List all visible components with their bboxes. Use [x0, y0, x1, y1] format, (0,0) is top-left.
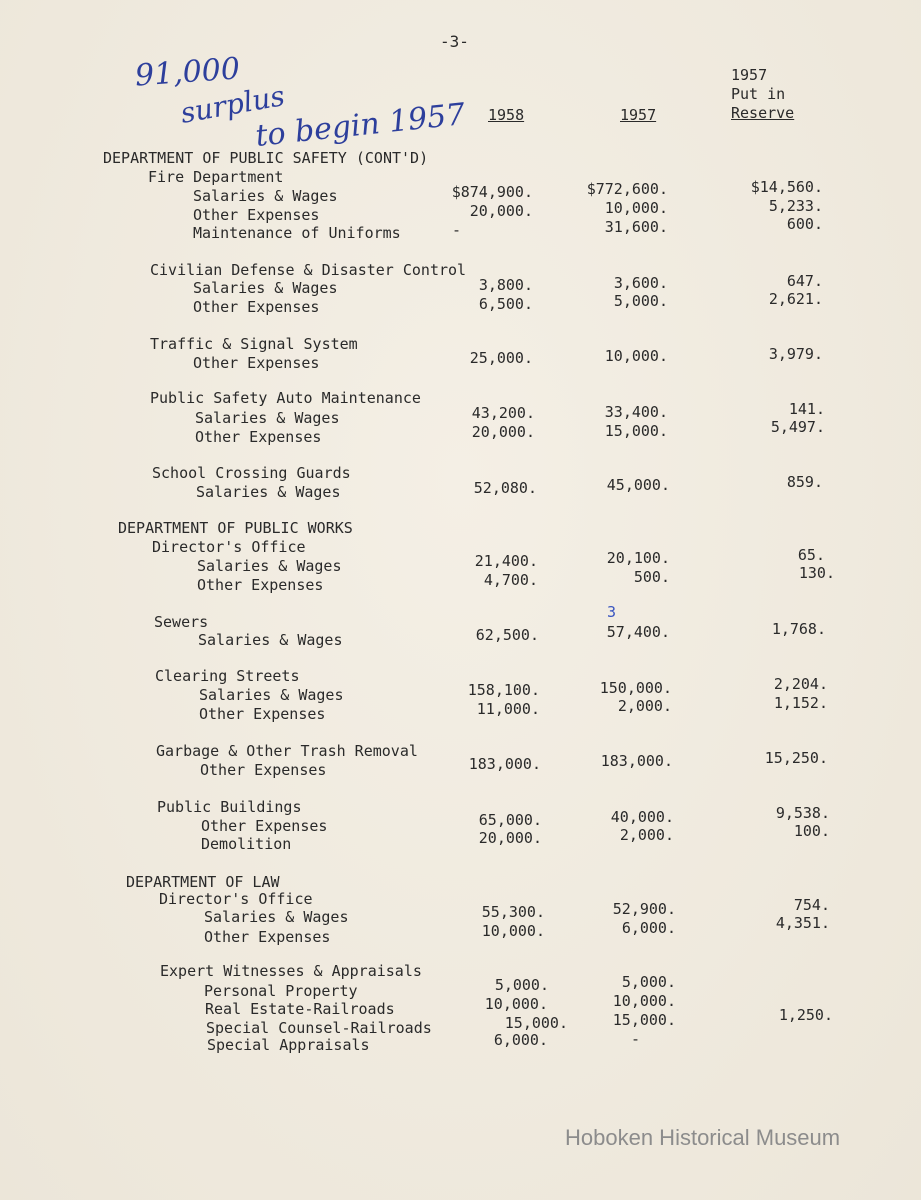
- value-reserve: 3,979.: [768, 345, 823, 363]
- column-header-1958: [488, 106, 524, 125]
- value-1958: 62,500.: [475, 626, 539, 644]
- line-label: Salaries & Wages: [193, 279, 338, 297]
- line-label: Salaries & Wages: [193, 187, 338, 205]
- value-1957: 20,100.: [606, 549, 670, 567]
- column-header-1957-text: 1957: [620, 106, 657, 124]
- value-1958: 158,100.: [467, 681, 540, 699]
- value-1958: $874,900.: [451, 183, 533, 201]
- value-reserve: 1,250.: [778, 1006, 833, 1024]
- value-1958: 11,000.: [476, 700, 540, 718]
- value-reserve: 647.: [786, 272, 823, 290]
- law-directors-office-heading: Director's Office: [159, 890, 313, 908]
- dept-law-heading: DEPARTMENT OF LAW: [126, 873, 280, 891]
- museum-watermark: Hoboken Historical Museum: [565, 1125, 841, 1150]
- value-1958: 25,000.: [469, 349, 533, 367]
- expert-witnesses-heading: Expert Witnesses & Appraisals: [160, 962, 422, 980]
- crossing-guards-heading: School Crossing Guards: [152, 464, 351, 482]
- garbage-heading: Garbage & Other Trash Removal: [156, 742, 418, 760]
- value-1957: 57,400.: [606, 623, 670, 641]
- reserve-header-line1: 1957: [731, 66, 768, 84]
- line-label: Salaries & Wages: [204, 908, 349, 926]
- line-label: Other Expenses: [204, 928, 331, 946]
- value-1957: 500.: [633, 568, 670, 586]
- line-label: Salaries & Wages: [196, 483, 341, 501]
- value-1957: 2,000.: [617, 697, 672, 715]
- value-1958: -: [452, 221, 462, 239]
- auto-maintenance-heading: Public Safety Auto Maintenance: [150, 389, 421, 407]
- value-reserve: 130.: [798, 564, 835, 582]
- value-1958: 55,300.: [481, 903, 545, 921]
- value-1958: 65,000.: [478, 811, 542, 829]
- value-1958: 20,000.: [471, 423, 535, 441]
- value-1957: $772,600.: [586, 180, 668, 198]
- value-reserve: 100.: [793, 822, 830, 840]
- value-1957: -: [630, 1030, 640, 1048]
- handwritten-correction: 3: [607, 603, 617, 621]
- value-reserve: 754.: [793, 896, 830, 914]
- value-1958: 6,500.: [478, 295, 533, 313]
- line-label: Other Expenses: [193, 298, 320, 316]
- value-1957: 3,600.: [613, 274, 668, 292]
- value-reserve: $14,560.: [750, 178, 823, 196]
- value-reserve: 5,497.: [770, 418, 825, 436]
- sewers-heading: Sewers: [154, 613, 209, 631]
- value-reserve: 65.: [797, 546, 825, 564]
- value-1957: 10,000.: [612, 992, 676, 1010]
- value-reserve: 2,621.: [768, 290, 823, 308]
- value-reserve: 5,233.: [768, 197, 823, 215]
- value-1957: 31,600.: [604, 218, 668, 236]
- line-label: Salaries & Wages: [199, 686, 344, 704]
- value-reserve: 859.: [786, 473, 823, 491]
- value-reserve: 9,538.: [775, 804, 830, 822]
- handwritten-note-line-1: 91,000: [133, 51, 242, 94]
- value-1958: 4,700.: [483, 571, 538, 589]
- value-reserve: 600.: [786, 215, 823, 233]
- line-label: Salaries & Wages: [195, 409, 340, 427]
- dept-public-works-heading: DEPARTMENT OF PUBLIC WORKS: [118, 519, 353, 537]
- line-label: Other Expenses: [197, 576, 324, 594]
- value-reserve: 2,204.: [773, 675, 828, 693]
- traffic-heading: Traffic & Signal System: [150, 335, 358, 353]
- column-header-1958-text: 1958: [488, 106, 525, 124]
- value-1958: 15,000.: [504, 1014, 568, 1032]
- value-1957: 2,000.: [619, 826, 674, 844]
- value-1958: 5,000.: [494, 976, 549, 994]
- line-label: Maintenance of Uniforms: [193, 224, 401, 242]
- value-1958: 21,400.: [474, 552, 538, 570]
- handwritten-note-line-3: to begin 1957: [253, 97, 467, 154]
- value-reserve: 141.: [788, 400, 825, 418]
- value-1957: 6,000.: [621, 919, 676, 937]
- line-label: Other Expenses: [193, 354, 320, 372]
- line-label: Other Expenses: [193, 206, 320, 224]
- value-1957: 5,000.: [613, 292, 668, 310]
- value-1957: 183,000.: [600, 752, 673, 770]
- column-header-reserve: [731, 66, 794, 123]
- line-label: Special Appraisals: [207, 1036, 370, 1054]
- reserve-header-line3: Reserve: [731, 104, 795, 122]
- public-buildings-heading: Public Buildings: [157, 798, 302, 816]
- directors-office-heading: Director's Office: [152, 538, 306, 556]
- value-1957: 10,000.: [604, 347, 668, 365]
- line-label: Other Expenses: [195, 428, 322, 446]
- line-label: Other Expenses: [199, 705, 326, 723]
- clearing-streets-heading: Clearing Streets: [155, 667, 300, 685]
- value-1958: 20,000.: [478, 829, 542, 847]
- line-label: Other Expenses: [201, 817, 328, 835]
- fire-dept-heading: Fire Department: [148, 168, 284, 186]
- value-1957: 45,000.: [606, 476, 670, 494]
- value-1957: 5,000.: [621, 973, 676, 991]
- value-1958: 43,200.: [471, 404, 535, 422]
- value-1958: 3,800.: [478, 276, 533, 294]
- value-1958: 10,000.: [481, 922, 545, 940]
- value-1958: 10,000.: [484, 995, 548, 1013]
- line-label: Demolition: [201, 835, 292, 853]
- dept-public-safety-heading: DEPARTMENT OF PUBLIC SAFETY (CONT'D): [103, 149, 429, 167]
- value-1957: 40,000.: [610, 808, 674, 826]
- line-label: Salaries & Wages: [197, 557, 342, 575]
- value-1957: 10,000.: [604, 199, 668, 217]
- handwritten-note-line-2: surplus: [177, 79, 288, 130]
- value-1957: 15,000.: [604, 422, 668, 440]
- value-1958: 6,000.: [493, 1031, 548, 1049]
- value-1957: 150,000.: [599, 679, 672, 697]
- line-label: Other Expenses: [200, 761, 327, 779]
- value-1958: 52,080.: [473, 479, 537, 497]
- line-label: Personal Property: [204, 982, 358, 1000]
- line-label: Salaries & Wages: [198, 631, 343, 649]
- column-header-1957: [620, 106, 656, 125]
- value-reserve: 1,768.: [771, 620, 826, 638]
- value-1957: 33,400.: [604, 403, 668, 421]
- value-reserve: 1,152.: [773, 694, 828, 712]
- value-reserve: 15,250.: [764, 749, 828, 767]
- line-label: Special Counsel-Railroads: [206, 1019, 432, 1037]
- civil-defense-heading: Civilian Defense & Disaster Control: [150, 261, 467, 279]
- page-number: -3-: [440, 32, 469, 51]
- value-1957: 52,900.: [612, 900, 676, 918]
- value-1957: 15,000.: [612, 1011, 676, 1029]
- value-1958: 20,000.: [469, 202, 533, 220]
- value-1958: 183,000.: [468, 755, 541, 773]
- reserve-header-line2: Put in: [731, 85, 786, 103]
- value-reserve: 4,351.: [775, 914, 830, 932]
- line-label: Real Estate-Railroads: [205, 1000, 395, 1018]
